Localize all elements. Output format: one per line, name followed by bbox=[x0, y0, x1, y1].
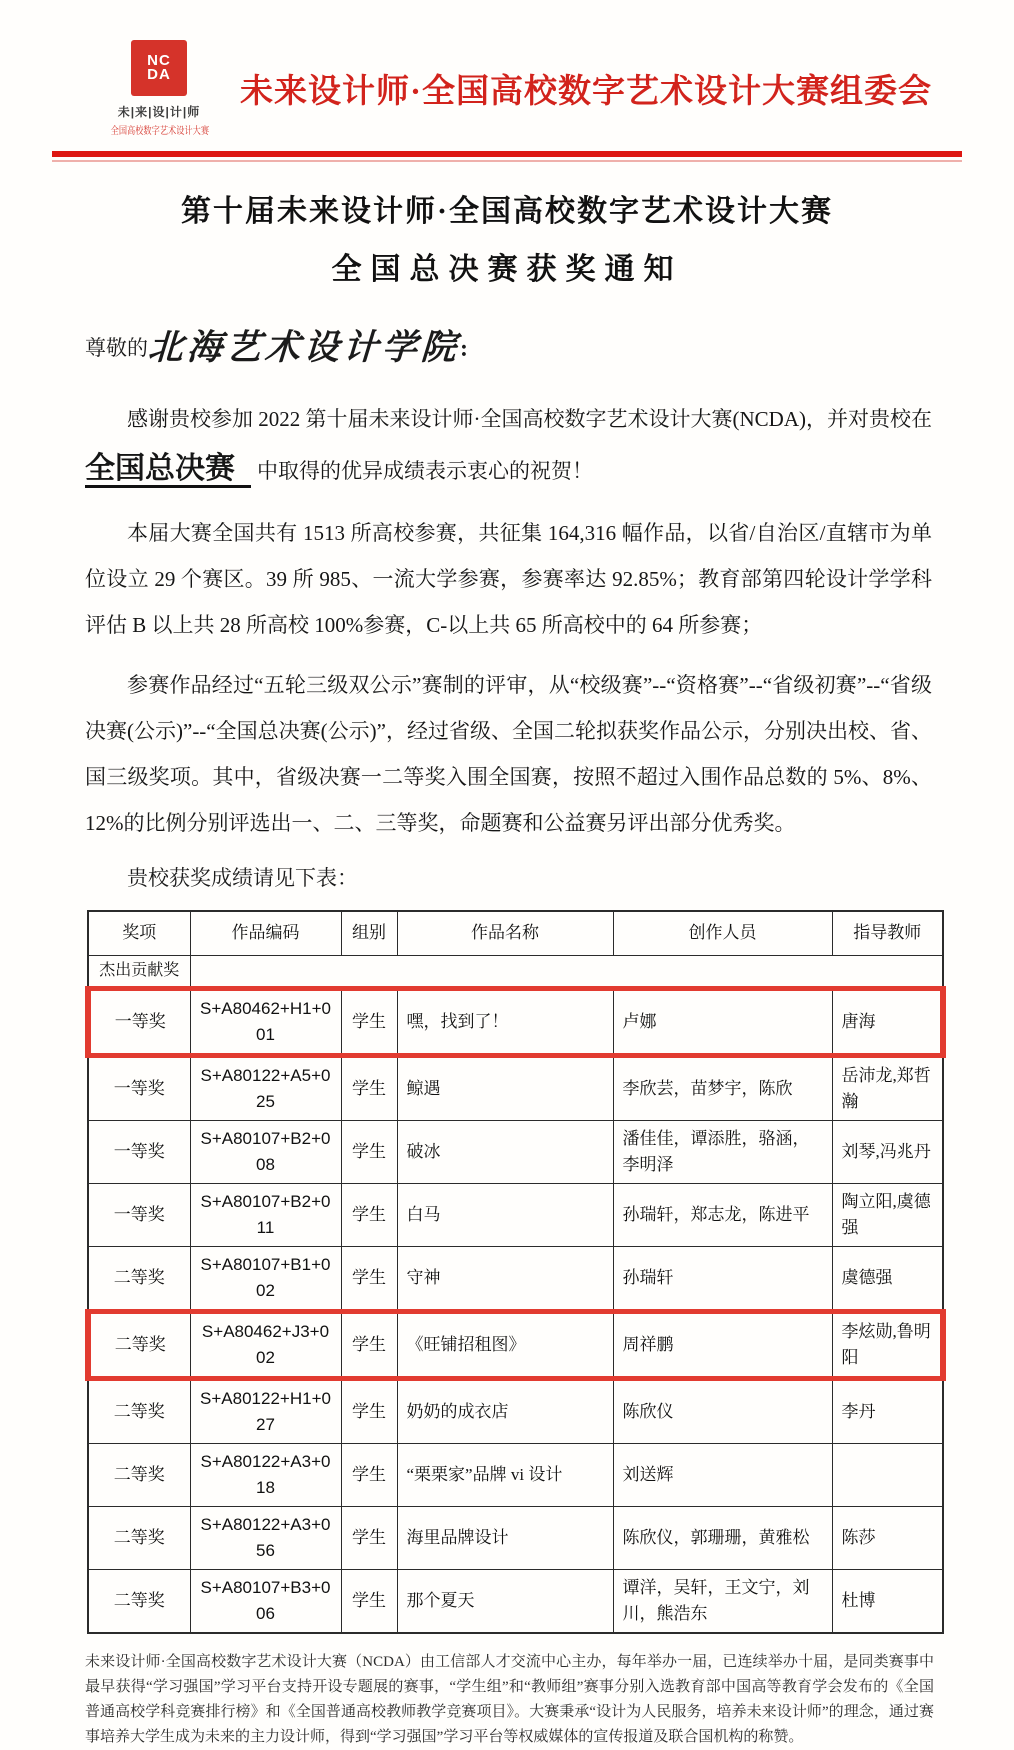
letterhead bbox=[0, 0, 1014, 147]
cell-group: 学生 bbox=[341, 1506, 397, 1569]
cell-code: S+A80107+B3+006 bbox=[190, 1569, 341, 1633]
cell-group: 学生 bbox=[341, 1055, 397, 1120]
cell-group: 学生 bbox=[341, 1311, 397, 1378]
logo-monogram-top: NC bbox=[147, 52, 171, 69]
header-rule-thick bbox=[52, 151, 962, 157]
col-header-code: 作品编码 bbox=[190, 911, 341, 955]
cell-group: 学生 bbox=[341, 1443, 397, 1506]
document-title-line1: 第十届未来设计师·全国高校数字艺术设计大赛 bbox=[180, 195, 833, 228]
salutation-prefix: 尊敬的 bbox=[85, 336, 148, 360]
table-row bbox=[88, 1569, 943, 1633]
table-row bbox=[88, 1183, 943, 1246]
cell-creators: 卢娜 bbox=[613, 988, 832, 1055]
cell-title: 破冰 bbox=[397, 1120, 613, 1183]
table-row bbox=[88, 988, 943, 1055]
cell-creators: 孙瑞轩，郑志龙，陈进平 bbox=[613, 1183, 832, 1246]
cell-group: 学生 bbox=[341, 1569, 397, 1633]
cell-creators: 陈欣仪，郭珊珊，黄雅松 bbox=[613, 1506, 832, 1569]
cell-creators: 李欣芸，苗梦宇，陈欣 bbox=[613, 1055, 832, 1120]
logo-name-text: 未|来|设|计|师 bbox=[117, 105, 201, 119]
logo-monogram-bottom: DA bbox=[147, 66, 171, 83]
cell-code: S+A80107+B2+008 bbox=[190, 1120, 341, 1183]
awards-table bbox=[85, 910, 946, 1634]
cell-teachers: 陶立阳,虞德强 bbox=[832, 1183, 943, 1246]
cell-teachers: 李炫勋,鲁明阳 bbox=[832, 1311, 943, 1378]
table-row bbox=[88, 1120, 943, 1183]
cell-award: 二等奖 bbox=[88, 1246, 190, 1311]
cell-group: 学生 bbox=[341, 988, 397, 1055]
cell-teachers: 虞德强 bbox=[832, 1246, 943, 1311]
salutation-colon: : bbox=[460, 336, 469, 362]
school-name: 北海艺术设计学院 bbox=[147, 328, 462, 367]
table-row bbox=[88, 1311, 943, 1378]
cell-title: 奶奶的成衣店 bbox=[397, 1378, 613, 1443]
cell-title: 海里品牌设计 bbox=[397, 1506, 613, 1569]
table-row bbox=[88, 1443, 943, 1506]
cell-teachers: 陈莎 bbox=[832, 1506, 943, 1569]
cell-title: “栗栗家”品牌 vi 设计 bbox=[397, 1443, 613, 1506]
cell-code: S+A80462+J3+002 bbox=[190, 1311, 341, 1378]
cell-special-award: 杰出贡献奖 bbox=[88, 955, 190, 988]
cell-award: 二等奖 bbox=[88, 1506, 190, 1569]
table-intro-text: 贵校获奖成绩请见下表： bbox=[127, 866, 358, 890]
table-row bbox=[88, 1506, 943, 1569]
cell-code: S+A80122+H1+027 bbox=[190, 1378, 341, 1443]
cell-code: S+A80122+A5+025 bbox=[190, 1055, 341, 1120]
cell-award: 一等奖 bbox=[88, 1183, 190, 1246]
cell-code: S+A80107+B2+011 bbox=[190, 1183, 341, 1246]
cell-code: S+A80122+A3+018 bbox=[190, 1443, 341, 1506]
cell-teachers: 李丹 bbox=[832, 1378, 943, 1443]
paragraph-thanks-tail: 中取得的优异成绩表示衷心的祝贺！ bbox=[257, 459, 593, 483]
col-header-title: 作品名称 bbox=[397, 911, 613, 955]
cell-title: 守神 bbox=[397, 1246, 613, 1311]
cell-creators: 陈欣仪 bbox=[613, 1378, 832, 1443]
ncda-logo-icon bbox=[131, 40, 187, 96]
col-header-group: 组别 bbox=[341, 911, 397, 955]
cell-award: 二等奖 bbox=[88, 1311, 190, 1378]
header-rule bbox=[52, 151, 962, 162]
cell-creators: 刘送辉 bbox=[613, 1443, 832, 1506]
cell-title: 嘿，找到了！ bbox=[397, 988, 613, 1055]
cell-teachers bbox=[832, 1443, 943, 1506]
table-header-row bbox=[88, 911, 943, 955]
paragraph-thanks bbox=[85, 394, 932, 496]
logo-subtitle-text: 全国高校数字艺术设计大赛 bbox=[110, 126, 210, 137]
paragraph-thanks-lead: 感谢贵校参加 2022 第十届未来设计师·全国高校数字艺术设计大赛(NCDA)，并对贵校在 bbox=[127, 407, 932, 431]
cell-creators: 潘佳佳，谭添胜，骆涵，李明泽 bbox=[613, 1120, 832, 1183]
header-rule-thin bbox=[52, 160, 962, 162]
cell-group: 学生 bbox=[341, 1378, 397, 1443]
table-row bbox=[88, 1246, 943, 1311]
cell-special-empty bbox=[190, 955, 943, 988]
cell-code: S+A80107+B1+002 bbox=[190, 1246, 341, 1311]
cell-creators: 孙瑞轩 bbox=[613, 1246, 832, 1311]
cell-creators: 谭洋，吴轩，王文宁，刘川，熊浩东 bbox=[613, 1569, 832, 1633]
cell-title: 《旺铺招租图》 bbox=[397, 1311, 613, 1378]
cell-code: S+A80462+H1+001 bbox=[190, 988, 341, 1055]
document-title-line2: 全国总决赛获奖通知 bbox=[331, 253, 683, 286]
cell-code: S+A80122+A3+056 bbox=[190, 1506, 341, 1569]
col-header-award: 奖项 bbox=[88, 911, 190, 955]
col-header-creators: 创作人员 bbox=[613, 911, 832, 955]
special-award-row bbox=[88, 955, 943, 988]
cell-group: 学生 bbox=[341, 1183, 397, 1246]
organization-title: 未来设计师·全国高校数字艺术设计大赛组委会 bbox=[239, 74, 932, 110]
cell-award: 一等奖 bbox=[88, 988, 190, 1055]
cell-group: 学生 bbox=[341, 1246, 397, 1311]
cell-teachers: 唐海 bbox=[832, 988, 943, 1055]
cell-award: 一等奖 bbox=[88, 1055, 190, 1120]
national-finals-highlight: 全国总决赛 bbox=[85, 452, 251, 488]
table-row bbox=[88, 1055, 943, 1120]
cell-title: 白马 bbox=[397, 1183, 613, 1246]
cell-award: 一等奖 bbox=[88, 1120, 190, 1183]
cell-teachers: 岳沛龙,郑哲瀚 bbox=[832, 1055, 943, 1120]
cell-teachers: 刘琴,冯兆丹 bbox=[832, 1120, 943, 1183]
cell-group: 学生 bbox=[341, 1120, 397, 1183]
col-header-teachers: 指导教师 bbox=[832, 911, 943, 955]
cell-title: 那个夏天 bbox=[397, 1569, 613, 1633]
cell-award: 二等奖 bbox=[88, 1378, 190, 1443]
cell-title: 鲸遇 bbox=[397, 1055, 613, 1120]
table-row bbox=[88, 1378, 943, 1443]
paragraph-statistics: 本届大赛全国共有 1513 所高校参赛，共征集 164,316 幅作品，以省/自治区/直辖市为单位设立 29 个赛区。39 所 985、一流大学参赛，参赛率达 92.85%；教育部第四轮设计学学科评估 B 以上共 28 所高校 100%参赛，C-以上共 65 所高校中的 64 所参赛； bbox=[85, 521, 932, 637]
cell-teachers: 杜博 bbox=[832, 1569, 943, 1633]
salutation bbox=[85, 328, 932, 368]
document-body bbox=[85, 328, 932, 1634]
cell-creators: 周祥鹏 bbox=[613, 1311, 832, 1378]
paragraph-review-process: 参赛作品经过“五轮三级双公示”赛制的评审，从“校级赛”--“资格赛”--“省级初赛”--“省级决赛(公示)”--“全国总决赛(公示)”，经过省级、全国二轮拟获奖作品公示，分别决出校、省、国三级奖项。其中，省级决赛一二等奖入围全国赛，按照不超过入围作品总数的 5%、8%、12%的比例分别评选出一、二、三等奖，命题赛和公益赛另评出部分优秀奖。 bbox=[85, 673, 932, 835]
cell-award: 二等奖 bbox=[88, 1569, 190, 1633]
ncda-logo bbox=[100, 40, 218, 137]
footer-note: 未来设计师·全国高校数字艺术设计大赛（NCDA）由工信部人才交流中心主办，每年举办一届，已连续举办十届，是同类赛事中最早获得“学习强国”学习平台支持开设专题展的赛事，“学生组”和“教师组”赛事分别入选教育部中国高等教育学会发布的《全国普通高校学科竞赛排行榜》和《全国普通高校教师教学竞赛项目》。大赛秉承“设计为人民服务，培养未来设计师”的理念，通过赛事培养大学生成为未来的主力设计师，得到“学习强国”学习平台等权威媒体的宣传报道及联合国机构的称赞。 bbox=[85, 1653, 934, 1745]
cell-award: 二等奖 bbox=[88, 1443, 190, 1506]
